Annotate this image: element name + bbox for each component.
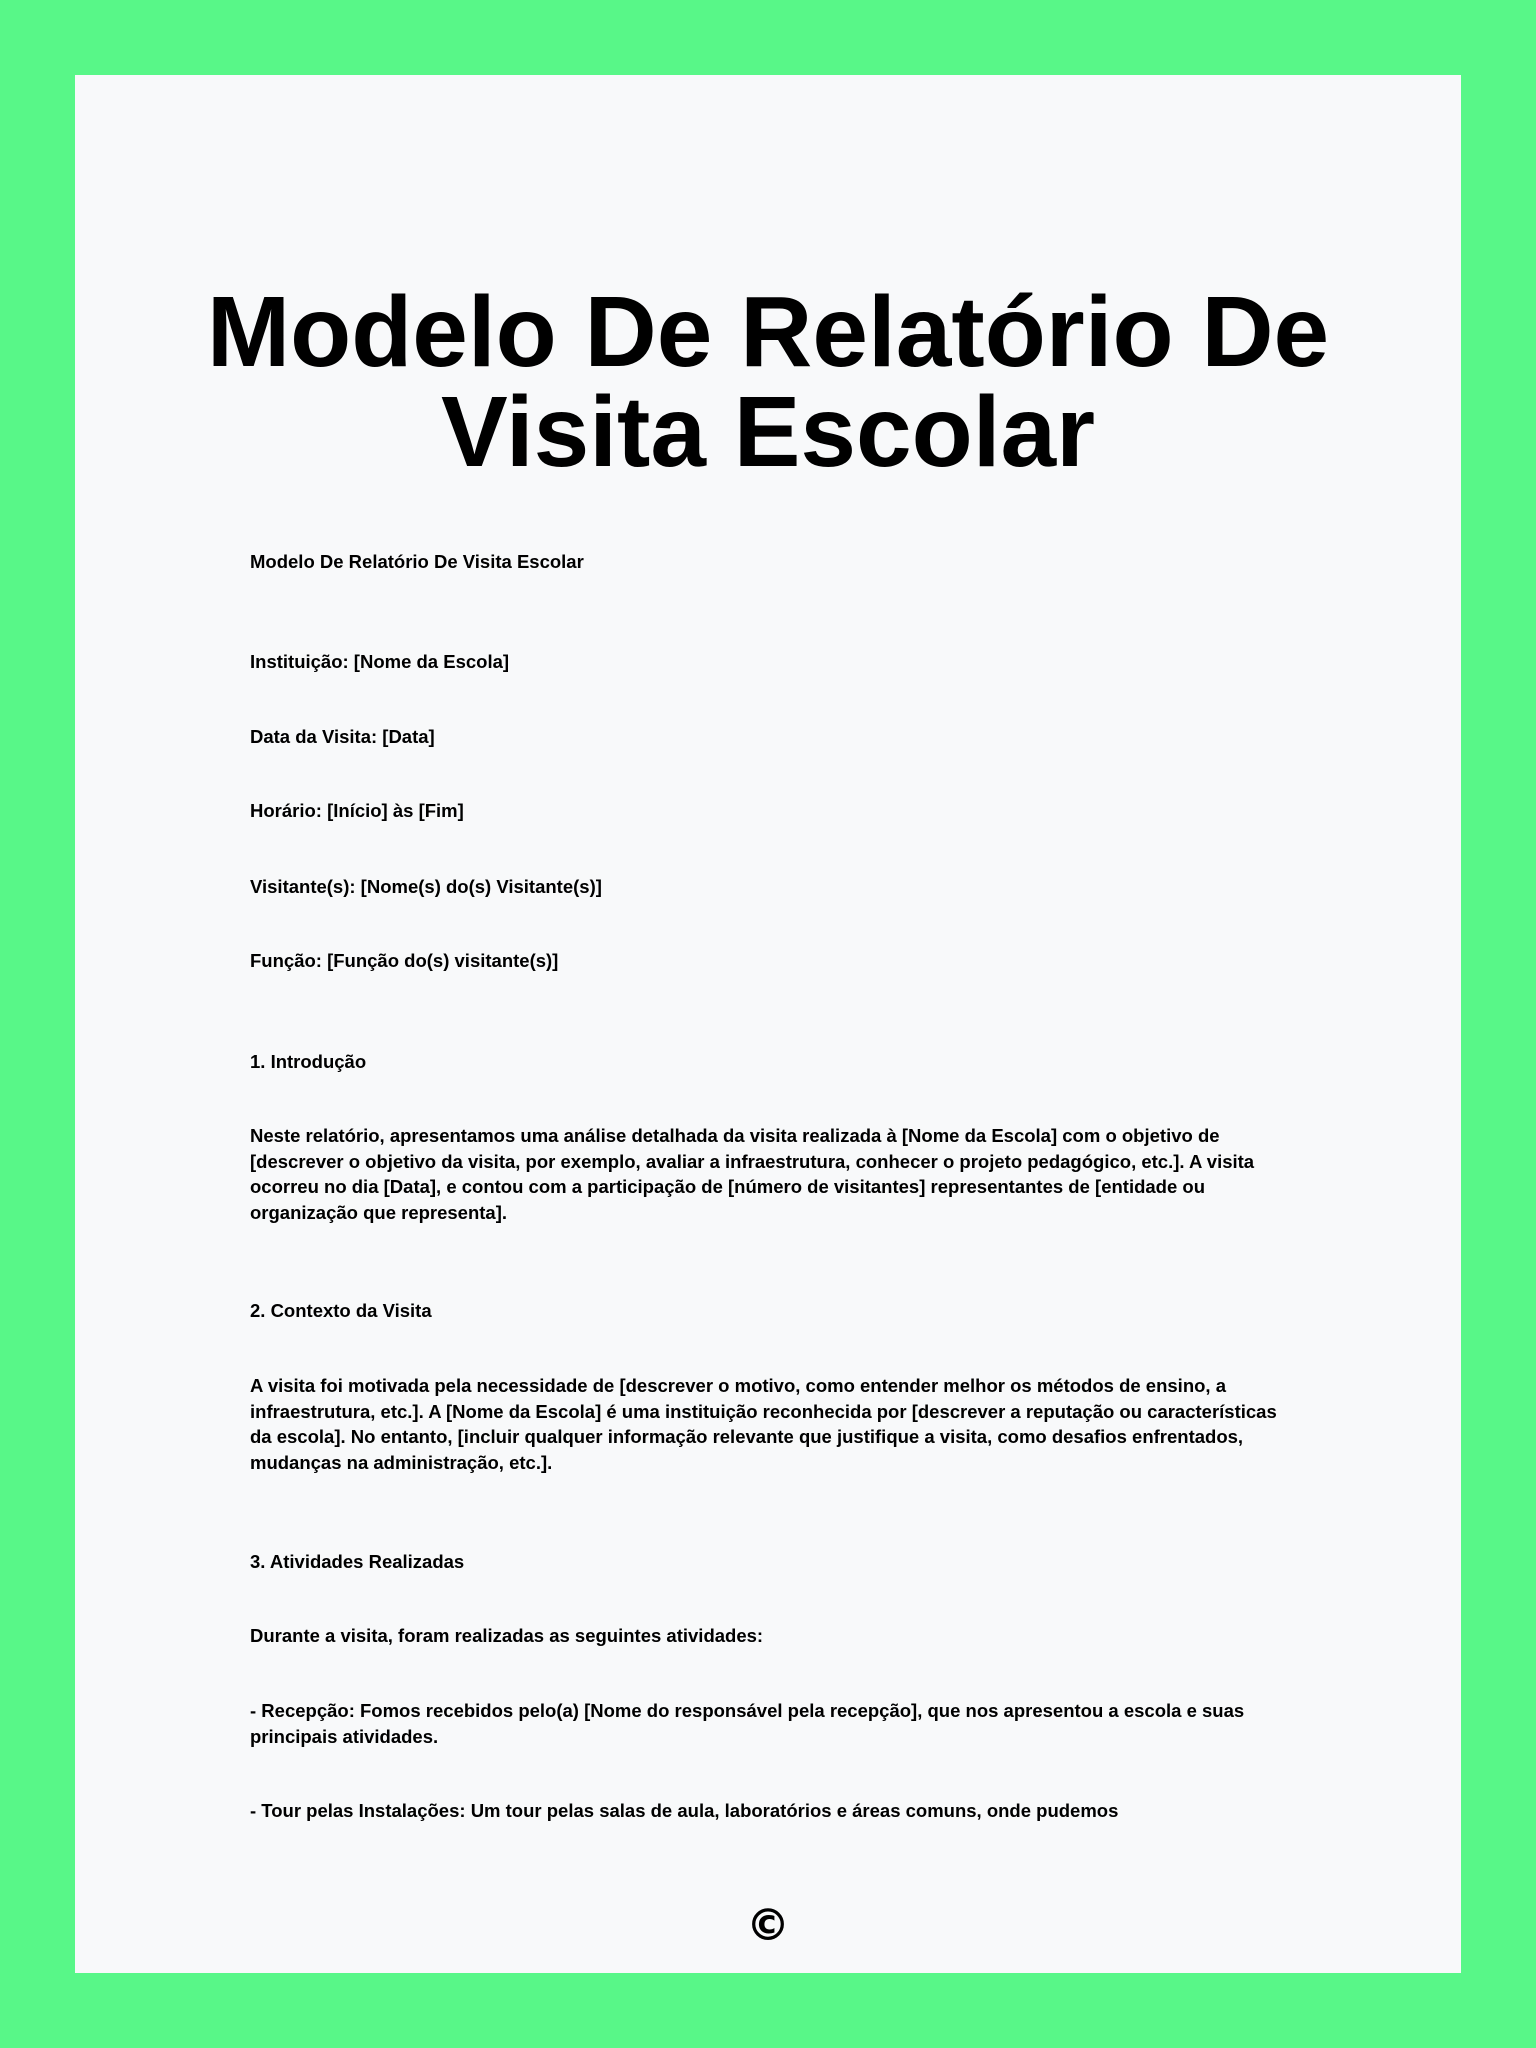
- section-heading-atividades: 3. Atividades Realizadas: [250, 1551, 465, 1572]
- field-data-visita: Data da Visita: [Data]: [250, 726, 435, 747]
- section-heading-introducao: 1. Introdução: [250, 1051, 367, 1072]
- section-heading-contexto: 2. Contexto da Visita: [250, 1300, 432, 1321]
- copyright-icon: ©: [746, 1900, 790, 1951]
- section-body-contexto: A visita foi motivada pela necessidade de [descrever o motivo, como entender melhor os métodos de ensino, a infraestrutura, etc.]. A [Nome da Escola] é uma instituição reconhecida por [descrever a reputação ou características da escola]. No entanto, [incluir qualquer informação relevante que justifique a visita, como desafios enfrentados, mudanças na administração, etc.].: [250, 1375, 1277, 1473]
- section-body-introducao: Neste relatório, apresentamos uma análise detalhada da visita realizada à [Nome da Escola] com o objetivo de [descrever o objetivo da visita, por exemplo, avaliar a infraestrutura, conhecer o projeto pedagógico, etc.]. A visita ocorreu no dia [Data], e contou com a participação de [número de visitantes] representantes de [entidade ou organização que representa].: [250, 1125, 1255, 1223]
- field-horario: Horário: [Início] às [Fim]: [250, 800, 464, 821]
- field-visitantes: Visitante(s): [Nome(s) do(s) Visitante(s)]: [250, 876, 602, 897]
- document-subtitle: Modelo De Relatório De Visita Escolar: [250, 551, 584, 572]
- list-item-recepcao: - Recepção: Fomos recebidos pelo(a) [Nome do responsável pela recepção], que nos apresentou a escola e suas principais atividades.: [250, 1700, 1245, 1747]
- field-instituicao: Instituição: [Nome da Escola]: [250, 651, 510, 672]
- document-page: [75, 75, 1461, 1973]
- section-body-atividades: Durante a visita, foram realizadas as seguintes atividades:: [250, 1625, 764, 1646]
- list-item-tour: - Tour pelas Instalações: Um tour pelas salas de aula, laboratórios e áreas comuns, onde pudemos: [250, 1800, 1119, 1821]
- field-funcao: Função: [Função do(s) visitante(s)]: [250, 950, 559, 971]
- page-title: Modelo De Relatório De Visita Escolar: [206, 276, 1330, 488]
